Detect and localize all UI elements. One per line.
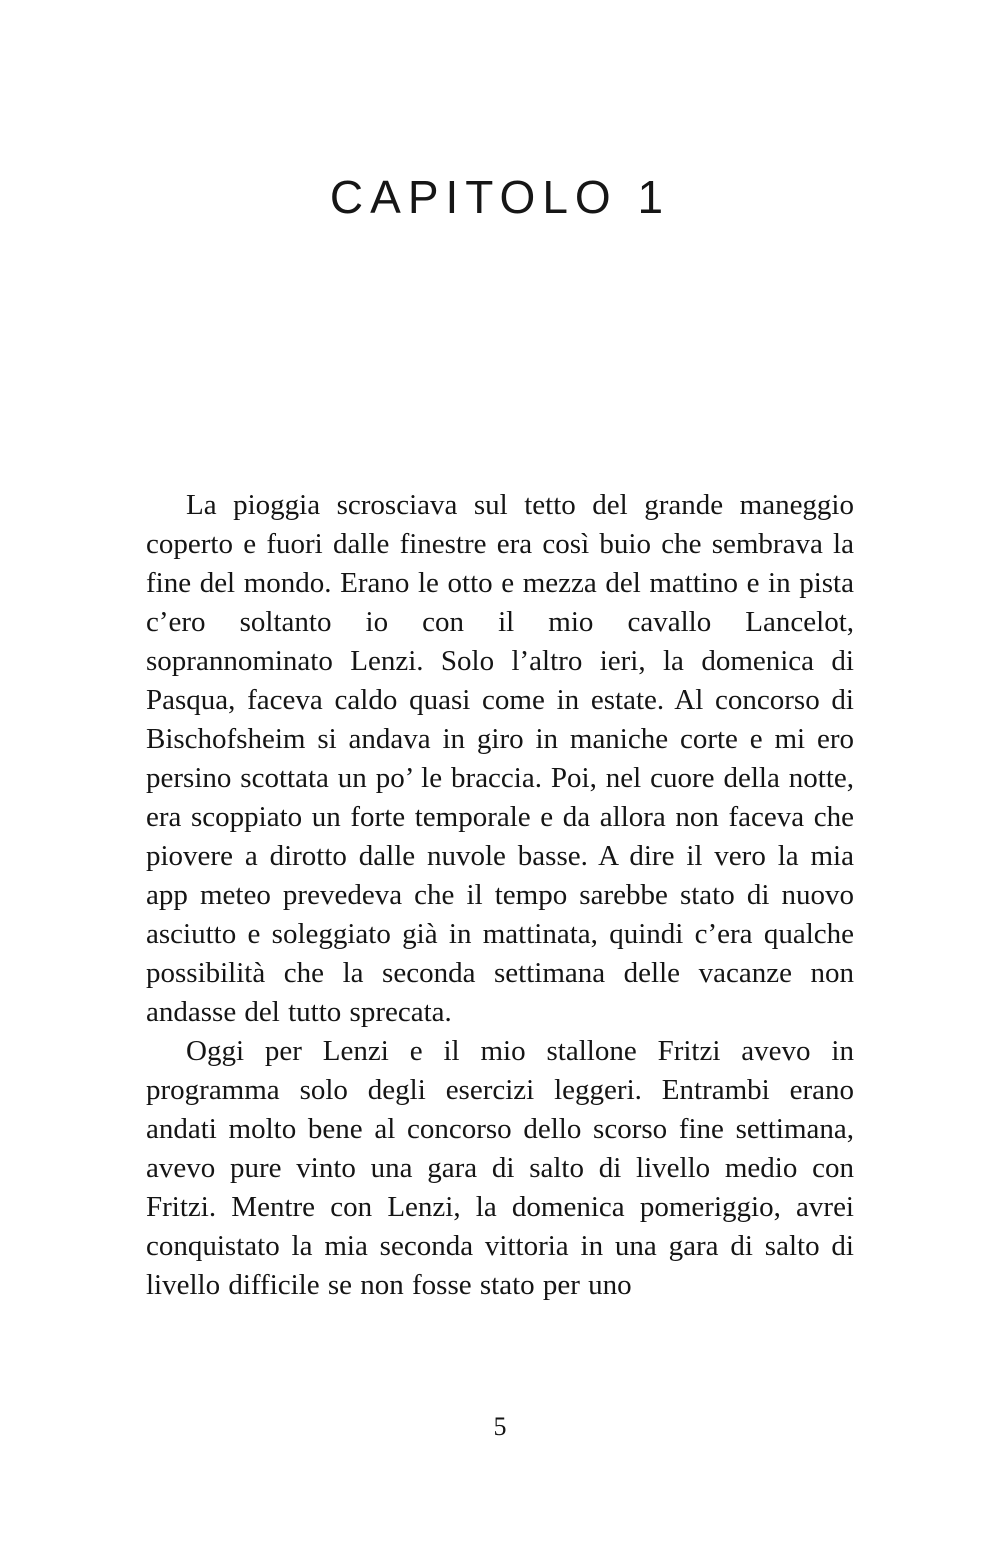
chapter-title: CAPITOLO 1 <box>329 171 671 223</box>
body-text-block <box>146 486 854 1305</box>
page-number: 5 <box>493 1412 507 1441</box>
paragraph: Oggi per Lenzi e il mio stallone Fritzi avevo in programma solo degli esercizi leggeri. Entrambi erano andati molto bene al concorso dello scorso fine settimana, avevo pure vinto una gara di salto di livello medio con Fritzi. Mentre con Lenzi, la domenica pomeriggio, avrei conquistato la mia seconda vittoria in una gara di salto di livello difficile se non fosse stato per uno <box>146 1035 854 1301</box>
paragraph: La pioggia scrosciava sul tetto del grande maneggio coperto e fuori dalle finestre era così buio che sembrava la fine del mondo. Erano le otto e mezza del mattino e in pista c’ero soltanto io con il mio cavallo Lancelot, soprannominato Lenzi. Solo l’altro ieri, la domenica di Pasqua, faceva caldo quasi come in estate. Al concorso di Bischofsheim si andava in giro in maniche corte e mi ero persino scottata un po’ le braccia. Poi, nel cuore della notte, era scoppiato un forte temporale e da allora non faceva che piovere a dirotto dalle nuvole basse. A dire il vero la mia app meteo prevedeva che il tempo sarebbe stato di nuovo asciutto e soleggiato già in mattinata, quindi c’era qualche possibilità che la seconda settimana delle vacanze non andasse del tutto sprecata. <box>146 489 854 1028</box>
